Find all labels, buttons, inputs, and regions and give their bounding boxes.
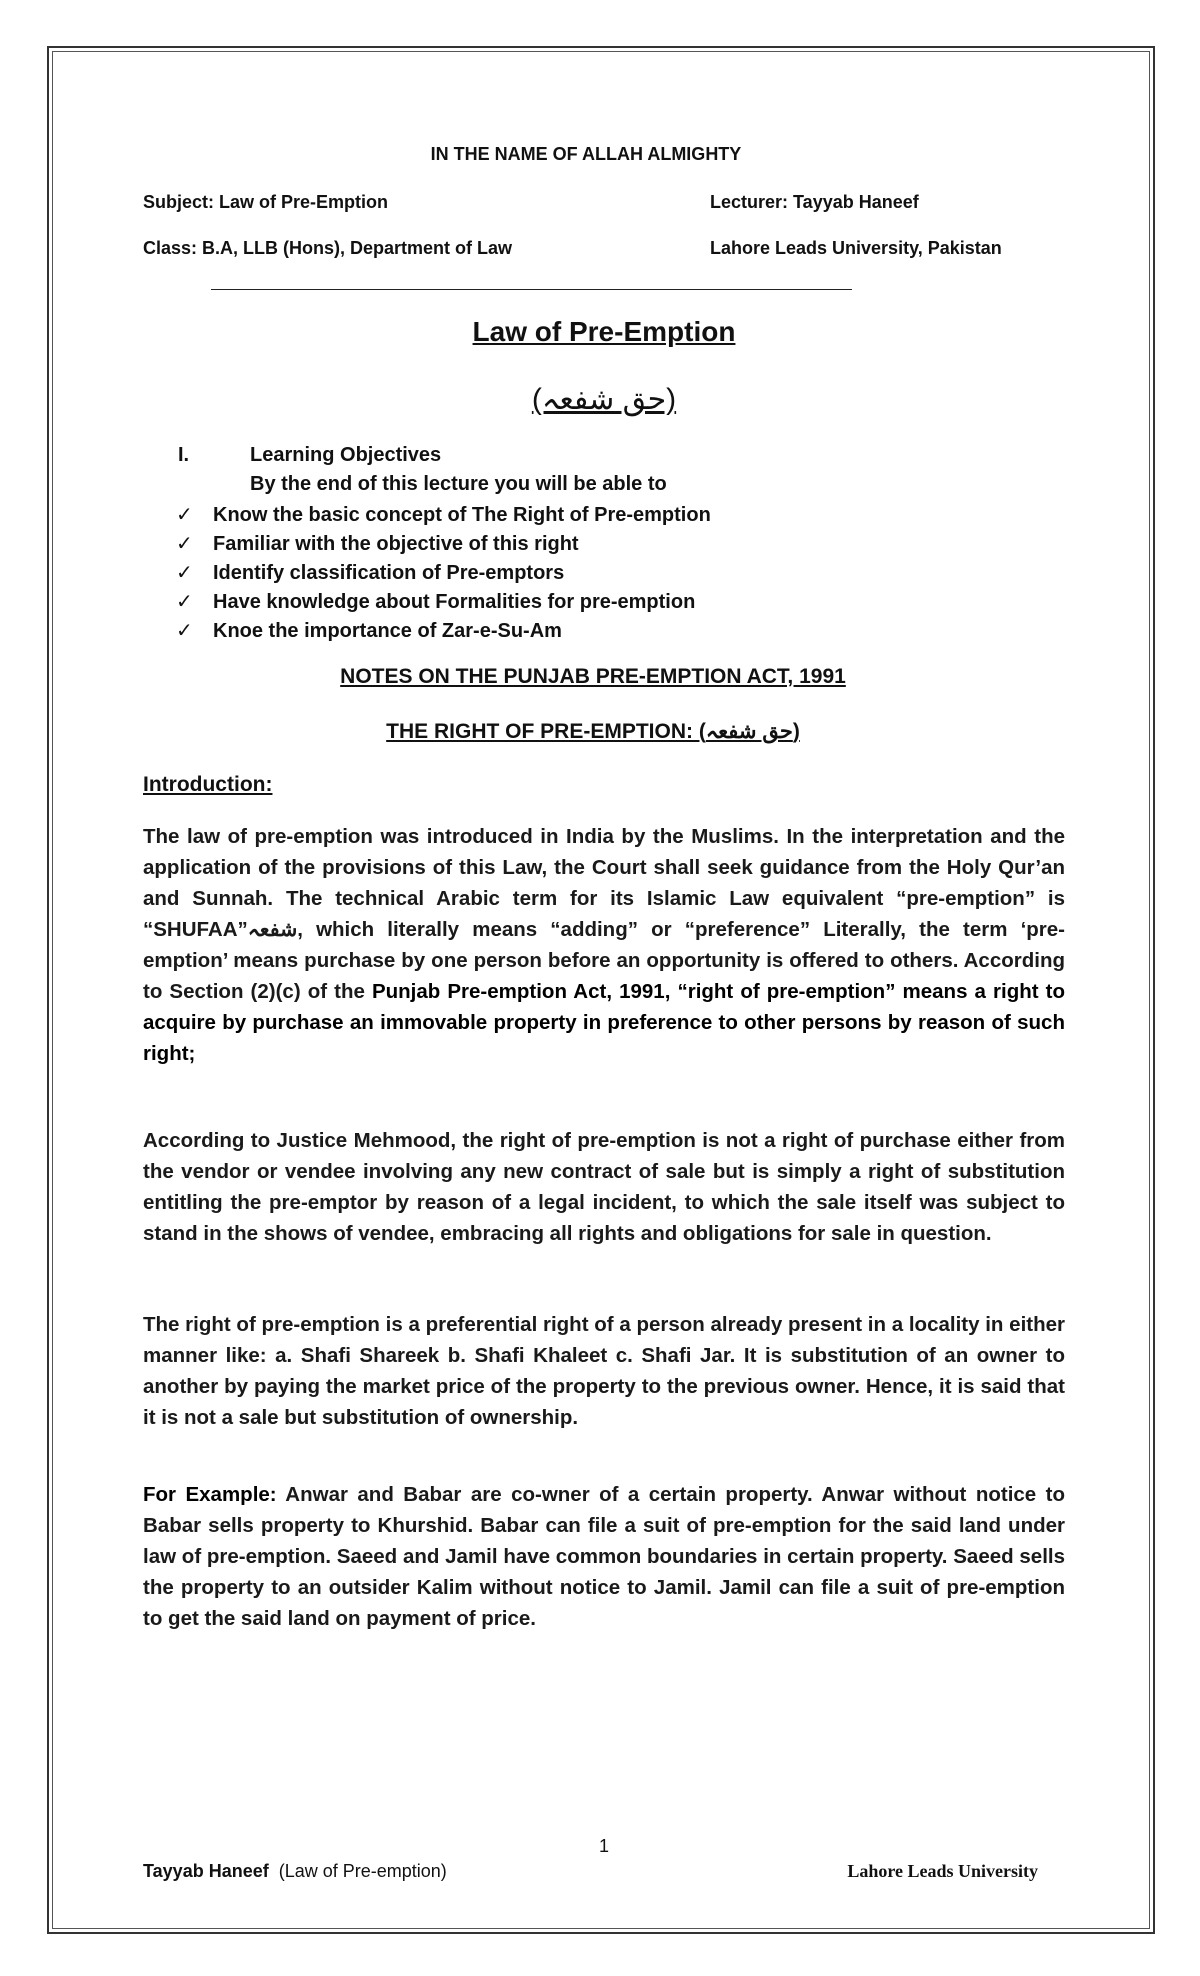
checkmark-icon: ✓ — [176, 504, 193, 526]
example-label: For Example: — [143, 1483, 277, 1506]
objectives-intro: By the end of this lecture you will be able to — [250, 473, 667, 495]
class-label: Class: B.A, LLB (Hons), Department of Law — [143, 238, 513, 258]
list-item: ✓ Familiar with the objective of this right — [176, 533, 579, 555]
university-label: Lahore Leads University, Pakistan — [710, 238, 1002, 258]
paragraph-example — [143, 1479, 1065, 1634]
right-heading: THE RIGHT OF PRE-EMPTION: (حق شفعہ) — [386, 720, 800, 743]
paragraph-justice-mehmood: According to Justice Mehmood, the right of pre-emption is not a right of purchase either from the vendor or vendee involving any new contract of sale but is simply a right of substitution entitling the pre-emptor by reason of a legal incident, to which the sale itself was subject to stand in the shows of vendee, embracing all rights and obligations for sale in question. — [143, 1129, 1065, 1245]
checkmark-icon: ✓ — [176, 591, 193, 613]
list-item: ✓ Have knowledge about Formalities for pre-emption — [176, 591, 696, 613]
header-divider — [211, 289, 852, 290]
footer-author: Tayyab Haneef — [143, 1861, 269, 1881]
list-item: ✓ Know the basic concept of The Right of Pre-emption — [176, 504, 711, 526]
subject-label: Subject: Law of Pre-Emption — [143, 192, 389, 212]
list-item: ✓ Identify classification of Pre-emptors — [176, 562, 565, 584]
list-item: ✓ Knoe the importance of Zar-e-Su-Am — [176, 620, 562, 642]
footer-left — [143, 1861, 447, 1882]
objectives-heading-text: Learning Objectives — [250, 444, 442, 466]
example-text: Anwar and Babar are co-wner of a certain property. Anwar without notice to Babar sells property to Khurshid. Babar can file a suit of pre-emption for the said land under law of pre-emption. Saeed and Jamil have common boundaries in certain property. Saeed sells the property to an outsider Kalim without notice to Jamil. Jamil can file a suit of pre-emption to get the said land on payment of price. — [143, 1483, 1065, 1630]
objectives-list — [176, 502, 711, 647]
notes-heading: NOTES ON THE PUNJAB PRE-EMPTION ACT, 1991 — [340, 665, 846, 688]
invocation: IN THE NAME OF ALLAH ALMIGHTY — [430, 144, 742, 164]
paragraph-preferential-right: The right of pre-emption is a preferential right of a person already present in a locality in either manner like: a. Shafi Shareek b. Shafi Khaleet c. Shafi Jar. It is substitution of an owner to another by paying the market price of the property to the previous owner. Hence, it is said that it is not a sale but substitution of ownership. — [143, 1313, 1065, 1429]
footer-institution: Lahore Leads University — [847, 1861, 1038, 1881]
objectives-number: I. — [178, 444, 190, 466]
definition-text: Punjab Pre-emption Act, 1991, “right of pre-emption” means a right to acquire by purchase an immovable property in preference to other persons by reason of such right; — [143, 980, 1065, 1065]
introduction-heading: Introduction: — [143, 773, 273, 796]
page-number: 1 — [598, 1836, 609, 1856]
lecturer-label: Lecturer: Tayyab Haneef — [710, 192, 919, 212]
paragraph-text: The law of pre-emption was introduced in India by the Muslims. In the interpretation and the application of the provisions of this Law, the Court shall seek guidance from the Holy Qur’an and Sunnah. The technical Arabic term for its Islamic Law equivalent “pre-emption” is “SHUFAA”شفعہ, which literally means “adding” or “preference” Literally, the term ‘pre-emption’ means purchase by one person before an opportunity is offered to others. According to Section (2)(c) of the — [143, 825, 1065, 1003]
objectives-heading — [178, 444, 441, 467]
checkmark-icon: ✓ — [176, 562, 193, 584]
arabic-title: (حق شفعہ) — [531, 383, 677, 416]
page-title: Law of Pre-Emption — [472, 316, 736, 347]
checkmark-icon: ✓ — [176, 533, 193, 555]
footer-course: (Law of Pre-emption) — [278, 1861, 447, 1881]
checkmark-icon: ✓ — [176, 620, 193, 642]
paragraph-introduction — [143, 821, 1065, 1069]
